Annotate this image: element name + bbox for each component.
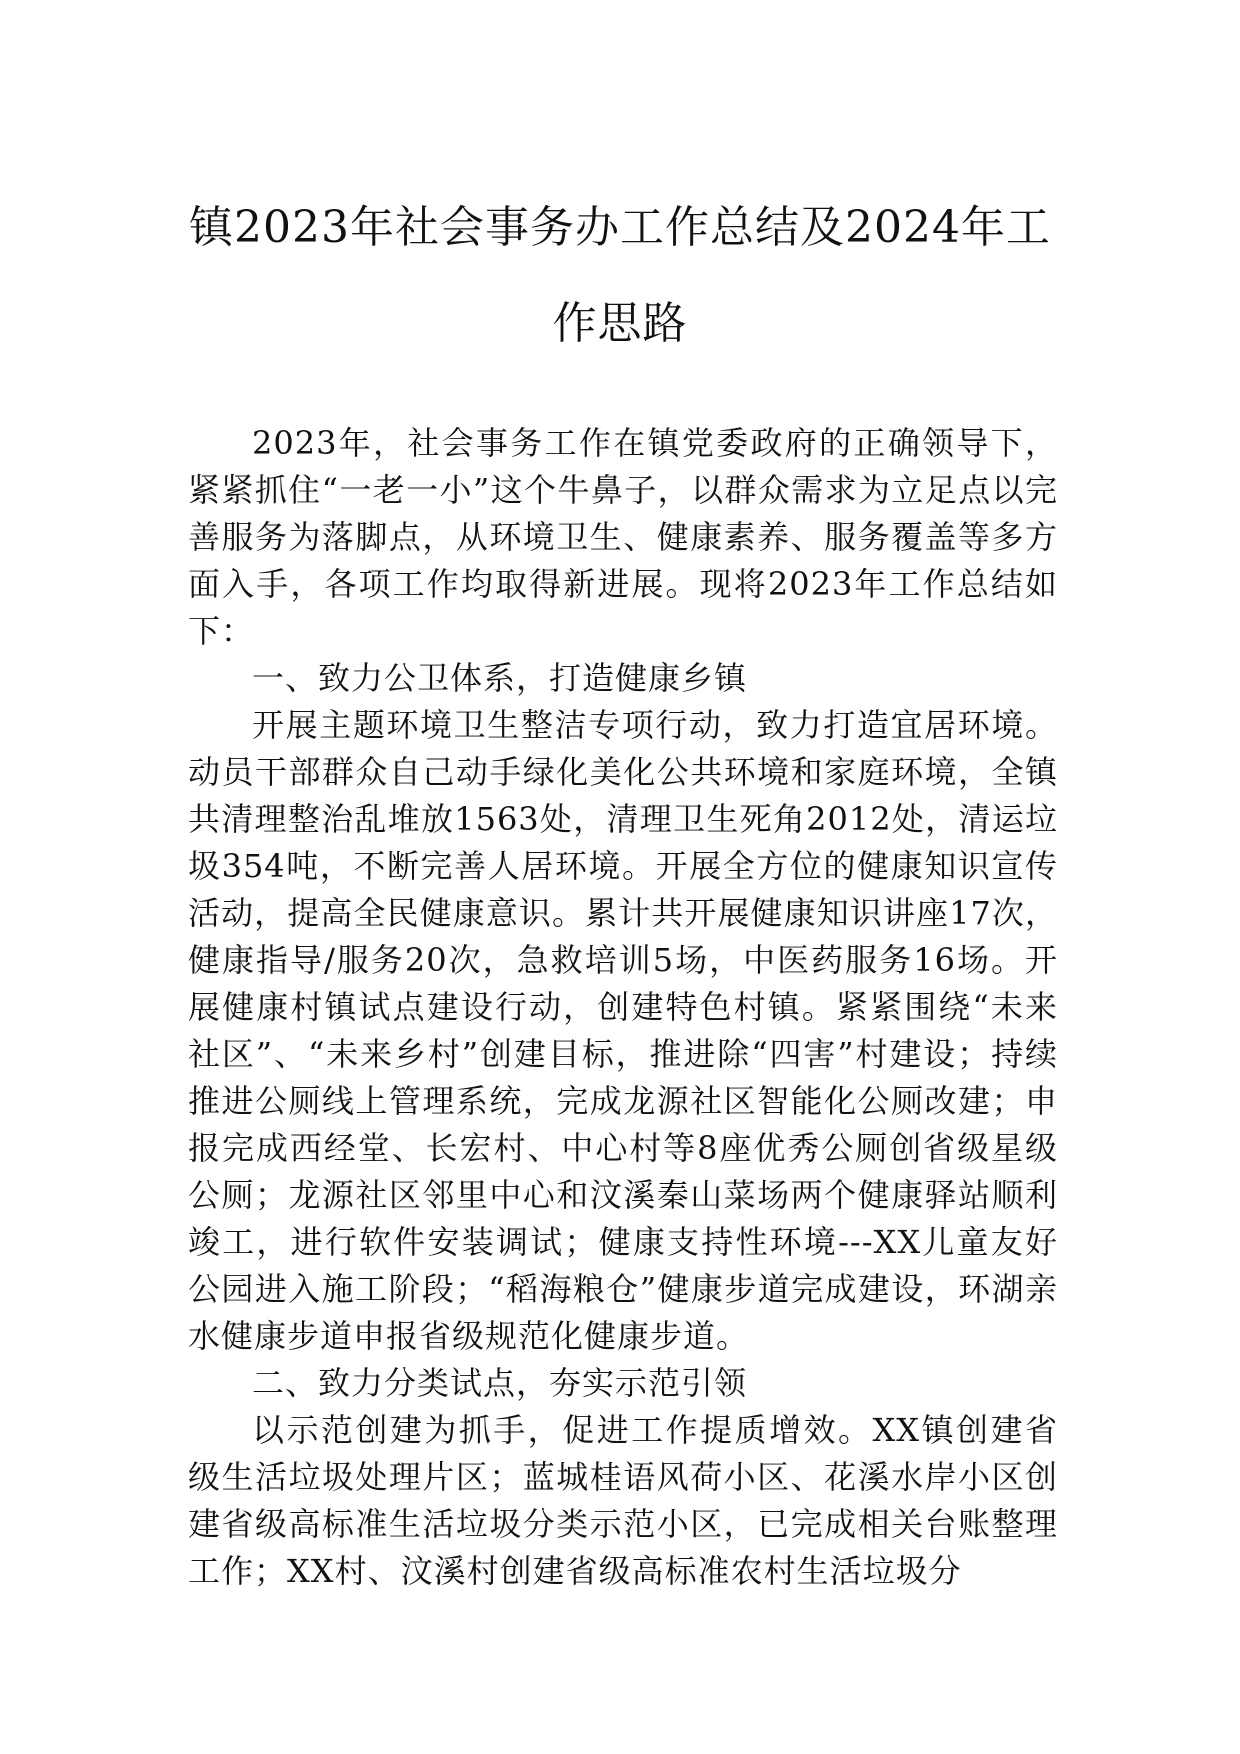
section-2-paragraph: 以示范创建为抓手，促进工作提质增效。XX镇创建省级生活垃圾处理片区；蓝城桂语风荷小区、花溪水岸小区创建省级高标准生活垃圾分类示范小区，已完成相关台账整理工作；XX村、汶溪村创建省级高标准农村生活垃圾分	[188, 1411, 1058, 1590]
intro-paragraph: 2023年，社会事务工作在镇党委政府的正确领导下，紧紧抓住“一老一小”这个牛鼻子，以群众需求为立足点以完善服务为落脚点，从环境卫生、健康素养、服务覆盖等多方面入手，各项工作均取得新进展。现将2023年工作总结如下：	[188, 424, 1058, 650]
section-2-heading: 二、致力分类试点，夯实示范引领	[252, 1364, 748, 1402]
document-title	[150, 180, 1090, 372]
title-line-2: 作思路	[552, 298, 688, 349]
section-1-heading: 一、致力公卫体系，打造健康乡镇	[252, 659, 748, 697]
section-1-paragraph: 开展主题环境卫生整洁专项行动，致力打造宜居环境。动员干部群众自己动手绿化美化公共环境和家庭环境，全镇共清理整治乱堆放1563处，清理卫生死角2012处，清运垃圾354吨，不断完善人居环境。开展全方位的健康知识宣传活动，提高全民健康意识。累计共开展健康知识讲座17次，健康指导/服务20次，急救培训5场，中医药服务16场。开展健康村镇试点建设行动，创建特色村镇。紧紧围绕“未来社区”、“未来乡村”创建目标，推进除“四害”村建设；持续推进公厕线上管理系统，完成龙源社区智能化公厕改建；申报完成西经堂、长宏村、中心村等8座优秀公厕创省级星级公厕；龙源社区邻里中心和汶溪秦山菜场两个健康驿站顺利竣工，进行软件安装调试；健康支持性环境---XX儿童友好公园进入施工阶段；“稻海粮仓”健康步道完成建设，环湖亲水健康步道申报省级规范化健康步道。	[188, 706, 1058, 1355]
document-body	[188, 420, 1058, 1595]
title-line-1: 镇2023年社会事务办工作总结及2024年工	[189, 202, 1051, 253]
